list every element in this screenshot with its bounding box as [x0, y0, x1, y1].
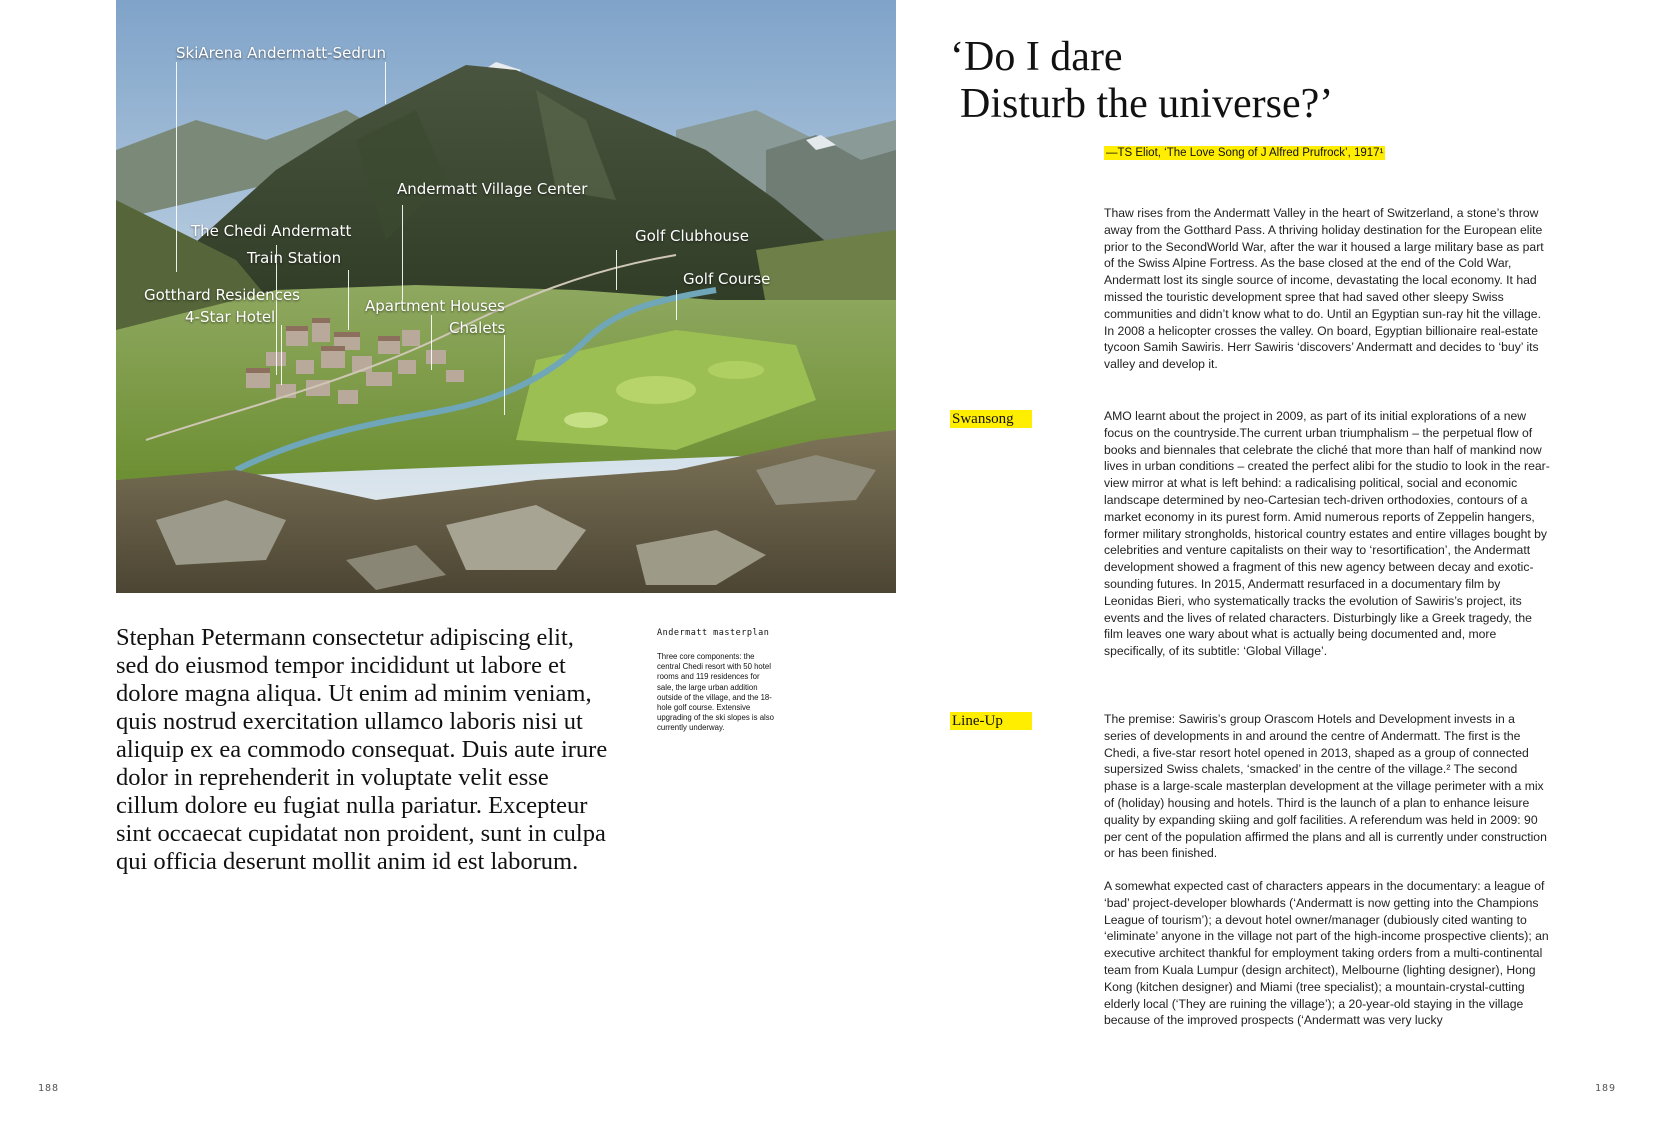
quote-line-2: Disturb the universe?’: [960, 81, 1334, 127]
page-number-right: 189: [1595, 1083, 1617, 1094]
skiarena-leader-2: [385, 62, 386, 104]
caption-title: Andermatt masterplan: [657, 628, 770, 638]
quote-attribution: —TS Eliot, ‘The Love Song of J Alfred Prufrock’, 1917¹: [1106, 147, 1384, 159]
section-label-lineup: Line-Up: [950, 712, 1032, 730]
label-golf-clubhouse: Golf Clubhouse: [635, 227, 749, 245]
page-number-left: 188: [38, 1083, 60, 1094]
skiarena-leader: [176, 62, 177, 272]
label-skiarena: SkiArena Andermatt-Sedrun: [176, 44, 387, 62]
body-paragraph-2: AMO learnt about the project in 2009, as part of its initial explorations of a new focus on the countryside.The current urban triumphalism – the perpetual flow of books and biennales that celebrate the cliché that more than half of mankind now lives in urban conditions – created the perfect alibi for the studio to look in the rear-view mirror at what is left behind: a radicalising political, social and economic landscape determined by neo-Cartesian tech-driven orthodoxies, contours of a market economy in its purest form. Amid numerous reports of Zeppelin hangers, former military strongholds, historical country estates and entire villages bought by celebrities and venture capitalists on their way to ‘resortification’, the Andermatt development showed a fragment of this new agency between decay and exotic-sounding futures. In 2015, Andermatt resurfaced in a documentary film by Leonidas Bieri, who systematically tracks the evolution of Sawiris’s project, its events and the lives of related characters. Disturbingly like a Greek tragedy, the film leaves one wary about what is actually being documented and, more specifically, of its subtitle: ‘Global Village’.: [1104, 409, 1550, 659]
village-center-leader: [402, 205, 403, 300]
hotel-leader: [281, 325, 282, 385]
label-golf-course: Golf Course: [683, 270, 771, 288]
epigraph-quote: [950, 34, 1333, 128]
body-paragraph-4: A somewhat expected cast of characters appears in the documentary: a league of ‘bad’ project-developer blowhards (‘Andermatt is now getting into the Champions League of tourism’); a devout hotel owner/manager (dubiously cited wanting to ‘eliminate’ anyone in the village not part of the high-income prospective clients); an executive architect thankful for employment taking orders from a multi-continental team from Kuala Lumpur (design architect), Melbourne (lighting designer), Hong Kong (kitchen designer) and Miami (tree specialist); a mountain-crystal-cutting elderly local (‘They are ruining the village’); a 20-year-old staying in the village because of the improved prospects (‘Andermatt was very lucky: [1104, 879, 1549, 1028]
quote-line-1: ‘Do I dare: [950, 34, 1123, 80]
label-chalets: Chalets: [449, 319, 506, 337]
masterplan-photo: [116, 0, 896, 593]
caption-text: Three core components: the central Chedi resort with 50 hotel rooms and 119 residences for sale, the large urban addition outside of the village, and the 18-hole golf course. Extensive upgrading of the ski slopes is also currently underway.: [657, 652, 775, 733]
label-chedi: The Chedi Andermatt: [191, 222, 352, 240]
golf-clubhouse-leader: [616, 250, 617, 290]
body-paragraph-1: Thaw rises from the Andermatt Valley in the heart of Switzerland, a stone’s throw away from the Gotthard Pass. A thriving holiday destination for the European elite prior to the SecondWorld War, after the war it housed a large military base as part of the Swiss Alpine Fortress. As the base closed at the end of the Cold War, Andermatt lost its single source of income, devastating the local economy. It had missed the touristic development spree that had saved other sleepy Swiss communities and didn’t know what to do. Until an Egyptian sun-ray hit the village. In 2008 a helicopter crosses the valley. On board, Egyptian billionaire real-estate tycoon Samih Sawiris. Herr Sawiris ‘discovers’ Andermatt and decides to ‘buy’ its valley and develop it.: [1104, 206, 1544, 372]
apartment-leader: [431, 315, 432, 370]
label-village-center: Andermatt Village Center: [397, 180, 588, 198]
label-apartment-houses: Apartment Houses: [365, 297, 505, 315]
chalets-leader: [504, 335, 505, 415]
section-label-swansong: Swansong: [950, 410, 1032, 428]
golf-course-leader: [676, 290, 677, 320]
lead-paragraph: Stephan Petermann consectetur adipiscing elit, sed do eiusmod tempor incididunt ut labore et dolore magna aliqua. Ut enim ad minim veniam, quis nostrud exercitation ullamco laboris nisi ut aliquip ex ea commodo consequat. Duis aute irure dolor in reprehenderit in voluptate velit esse cillum dolore eu fugiat nulla pariatur. Excepteur sint occaecat cupidatat non proident, sunt in culpa qui officia deserunt mollit anim id est laborum.: [116, 624, 608, 875]
body-paragraph-3: The premise: Sawiris’s group Orascom Hotels and Development invests in a series of developments in and around the centre of Andermatt. The first is the Chedi, a five-star resort hotel opened in 2013, shaped as a group of connected supersized Swiss chalets, ‘smacked’ in the centre of the village.² The second phase is a large-scale masterplan development at the village perimeter with a mix of (holiday) housing and hotels. Third is the launch of a plan to enhance leisure quality by expanding skiing and golf facilities. A referendum was held in 2009: 90 per cent of the population affirmed the plans and all is currently under construction or has been finished.: [1104, 712, 1547, 861]
label-train-station: Train Station: [247, 249, 342, 267]
label-4-star-hotel: 4-Star Hotel: [185, 308, 276, 326]
label-gotthard-residences: Gotthard Residences: [144, 286, 300, 304]
train-leader: [348, 270, 349, 330]
